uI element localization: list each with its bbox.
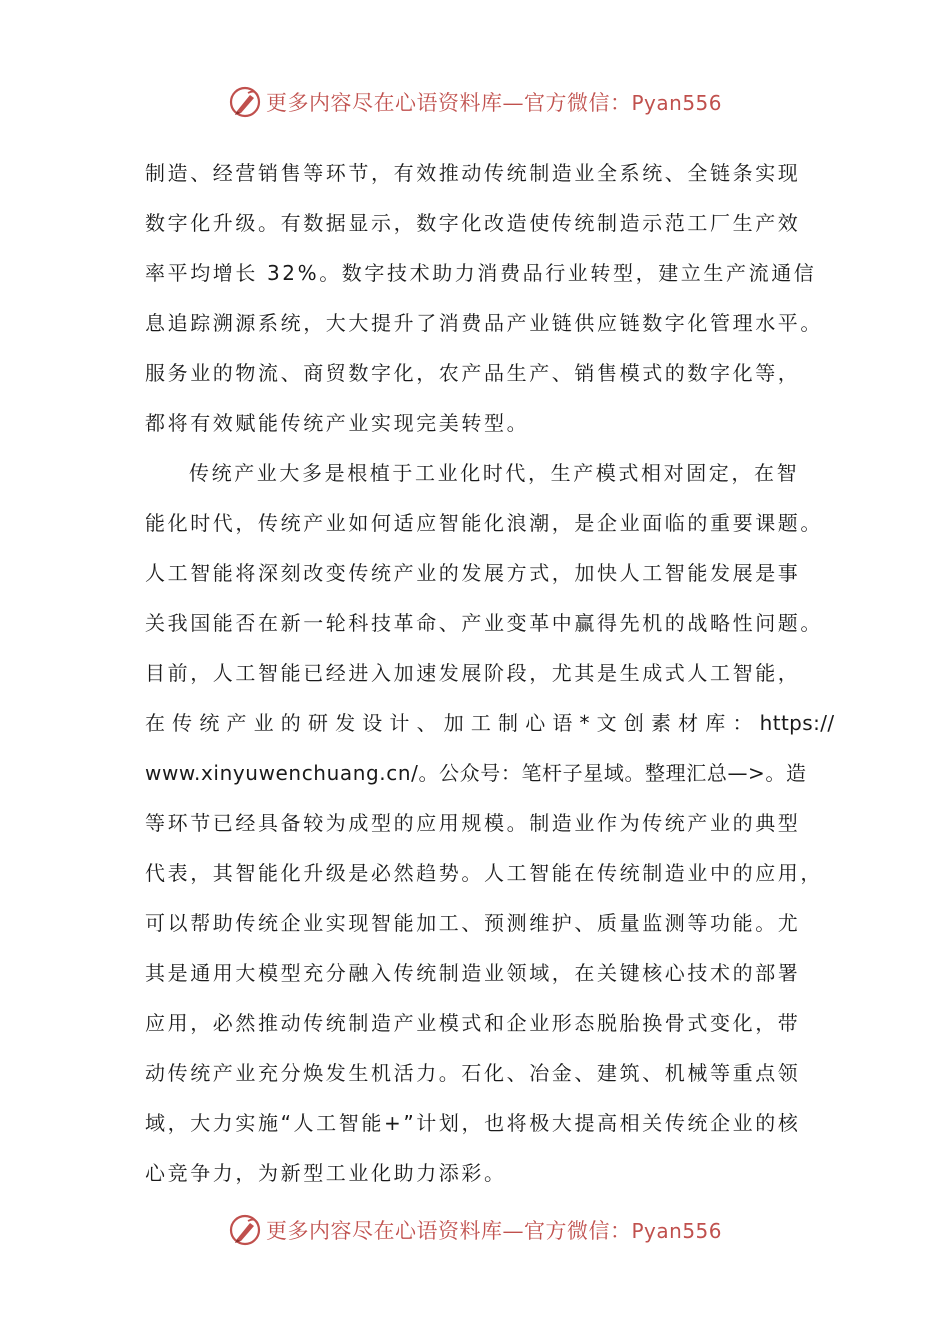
text-line: 率平均增长 32%。数字技术助力消费品行业转型，建立生产流通信 xyxy=(145,261,817,285)
text-line: 等环节已经具备较为成型的应用规模。制造业作为传统产业的典型 xyxy=(145,811,801,835)
text-line: 能化时代，传统产业如何适应智能化浪潮，是企业面临的重要课题。 xyxy=(145,511,823,535)
text-line: 都将有效赋能传统产业实现完美转型。 xyxy=(145,411,530,435)
text-line: 代表，其智能化升级是必然趋势。人工智能在传统制造业中的应用， xyxy=(145,861,823,885)
pen-logo-icon xyxy=(228,85,262,119)
text-line: 其是通用大模型充分融入传统制造业领域，在关键核心技术的部署 xyxy=(145,961,801,985)
text-line: 服务业的物流、商贸数字化，农产品生产、销售模式的数字化等， xyxy=(145,361,801,385)
text-line: 制造、经营销售等环节，有效推动传统制造业全系统、全链条实现 xyxy=(145,161,801,185)
footer-banner-text: 更多内容尽在心语资料库—官方微信：Pyan556 xyxy=(265,1219,722,1243)
footer-wechat-id: Pyan556 xyxy=(631,1219,722,1243)
header-wechat-id: Pyan556 xyxy=(631,91,722,115)
footer-watermark-banner xyxy=(0,1210,950,1250)
text-line: 息追踪溯源系统，大大提升了消费品产业链供应链数字化管理水平。 xyxy=(145,311,823,335)
text-line: 关我国能否在新一轮科技革命、产业变革中赢得先机的战略性问题。 xyxy=(145,611,823,635)
text-line: 在 传 统 产 业 的 研 发 设 计 、 加 工 制 心 语 * 文 创 素 材 库 ： https:// xyxy=(145,711,835,735)
document-body xyxy=(145,148,835,1198)
header-watermark-banner xyxy=(0,82,950,122)
pen-logo-icon xyxy=(228,1213,262,1247)
text-line: 可以帮助传统企业实现智能加工、预测维护、质量监测等功能。尤 xyxy=(145,911,801,935)
text-line: 域，大力实施“人工智能+”计划，也将极大提高相关传统企业的核 xyxy=(145,1111,801,1135)
text-line: 应用，必然推动传统制造产业模式和企业形态脱胎换骨式变化，带 xyxy=(145,1011,801,1035)
text-line: 人工智能将深刻改变传统产业的发展方式，加快人工智能发展是事 xyxy=(145,561,801,585)
text-line: 目前，人工智能已经进入加速发展阶段，尤其是生成式人工智能， xyxy=(145,661,801,685)
text-line: www.xinyuwenchuang.cn/。公众号：笔杆子星域。整理汇总—>。造 xyxy=(145,761,807,785)
paragraph-start-line: 传统产业大多是根植于工业化时代，生产模式相对固定，在智 xyxy=(189,461,800,485)
header-banner-text: 更多内容尽在心语资料库—官方微信：Pyan556 xyxy=(265,91,722,115)
text-line: 动传统产业充分焕发生机活力。石化、冶金、建筑、机械等重点领 xyxy=(145,1061,801,1085)
text-line: 数字化升级。有数据显示，数字化改造使传统制造示范工厂生产效 xyxy=(145,211,801,235)
text-line: 心竞争力，为新型工业化助力添彩。 xyxy=(145,1161,507,1185)
